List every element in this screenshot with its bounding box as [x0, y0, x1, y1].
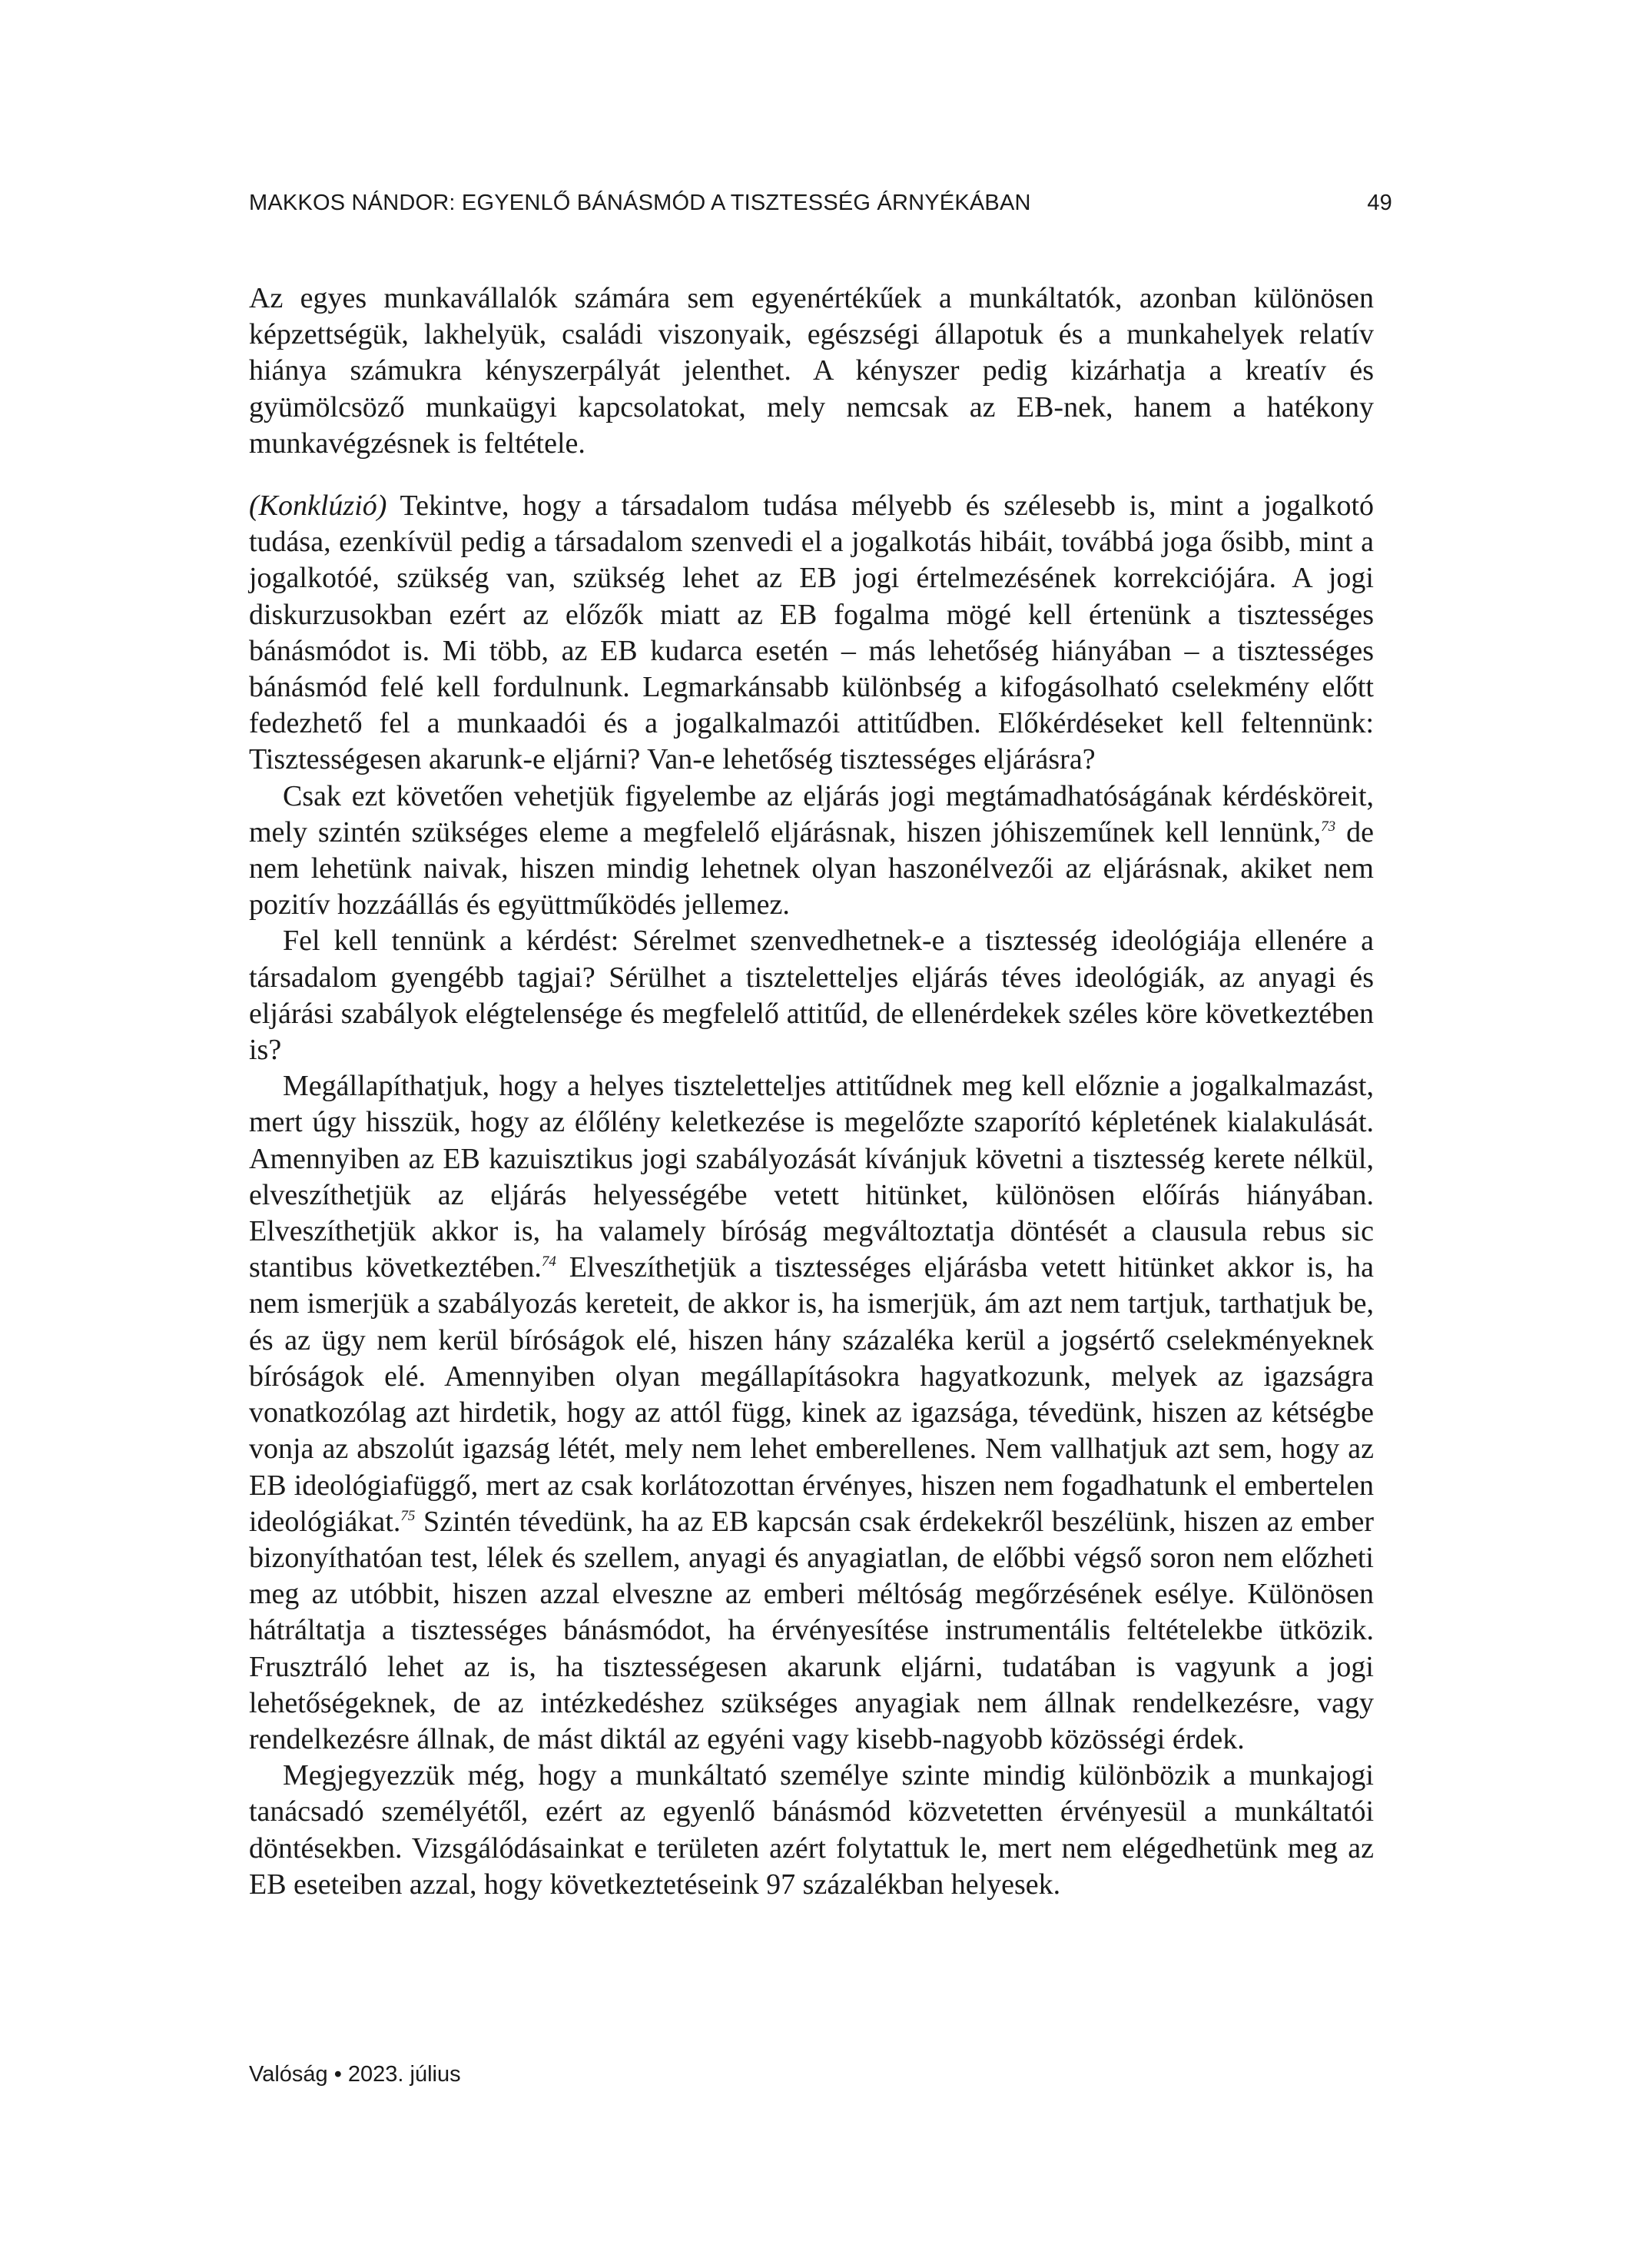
- paragraph-3: [249, 779, 1374, 924]
- running-footer: Valóság • 2023. július: [249, 2062, 461, 2087]
- footnote-ref-75[interactable]: 75: [400, 1507, 416, 1524]
- paragraph-conclusion: [249, 488, 1374, 779]
- paragraph-text: Megjegyezzük még, hogy a munkáltató személye szinte mindig különbözik a munkajogi tanácsadó személyétől, ezért az egyenlő bánásmód közvetetten érvényesül a munkáltatói döntésekben. Vizsgálódásainkat e területen azért folytattuk le, mert nem elégedhetünk meg az EB eseteiben azzal, hogy következtetéseink 97 százalékban helyesek.: [249, 1759, 1374, 1901]
- paragraph-5: [249, 1068, 1374, 1758]
- running-header: [249, 191, 1392, 221]
- section-lead-label: (Konklúzió): [249, 490, 387, 523]
- paragraph-6: [249, 1758, 1374, 1903]
- footnote-ref-73[interactable]: 73: [1321, 818, 1336, 835]
- paragraph-1: [249, 281, 1374, 462]
- paragraph-text: de nem lehetünk naivak, hiszen mindig lehetnek olyan haszonélvezői az eljárásnak, akiket nem pozitív hozzáállás és együttműködés jellemez.: [249, 815, 1374, 921]
- footnote-ref-74[interactable]: 74: [541, 1254, 556, 1270]
- paragraph-text: Csak ezt követően vehetjük figyelembe az eljárás jogi megtámadhatóságának kérdésköreit, mely szintén szükséges eleme a megfelelő eljárásnak, hiszen jóhiszeműnek kell lennünk,: [249, 779, 1374, 848]
- paragraph-4: [249, 923, 1374, 1068]
- paragraph-text: Fel kell tennünk a kérdést: Sérelmet szenvedhetnek-e a tisztesség ideológiája ellenére a társadalom gyengébb tagjai? Sérülhet a tiszteletteljes eljárás téves ideológiák, az anyagi és eljárási szabályok elégtelensége és megfelelő attitűd, de ellenérdekek széles köre következtében is?: [249, 925, 1374, 1067]
- paragraph-text: Az egyes munkavállalók számára sem egyenértékűek a munkáltatók, azonban különösen képzettségük, lakhelyük, családi viszonyaik, egészségi állapotuk és a munkahelyek relatív hiánya számukra kényszerpályát jelenthet. A kényszer pedig kizárhatja a kreatív és gyümölcsöző munkaügyi kapcsolatokat, mely nemcsak az EB-nek, hanem a hatékony munkavégzésnek is feltétele.: [249, 282, 1374, 460]
- running-title: MAKKOS NÁNDOR: EGYENLŐ BÁNÁSMÓD A TISZTESSÉG ÁRNYÉKÁBAN: [249, 191, 1031, 215]
- paragraph-text: Szintén tévedünk, ha az EB kapcsán csak érdekekről beszélünk, hiszen az ember bizonyíthatóan test, lélek és szellem, anyagi és anyagiatlan, de előbbi végső soron nem előzheti meg az utóbbit, hiszen azzal elveszne az emberi méltóság megőrzésének esélye. Különösen hátráltatja a tisztességes bánásmódot, ha érvényesítése instrumentális feltételekbe ütközik. Frusztráló lehet az is, ha tisztességesen akarunk eljárni, tudatában is vagyunk a jogi lehetőségeknek, de az intézkedéshez szükséges anyagiak nem állnak rendelkezésre, vagy rendelkezésre állnak, de mást diktál az egyéni vagy kisebb-nagyobb közösségi érdek.: [249, 1505, 1374, 1755]
- article-body: [249, 281, 1374, 1903]
- paragraph-text: Megállapíthatjuk, hogy a helyes tiszteletteljes attitűdnek meg kell előznie a jogalkalmazást, mert úgy hisszük, hogy az élőlény keletkezése is megelőzte szaporító képletének kialakulását. Amennyiben az EB kazuisztikus jogi szabályozását kívánjuk követni a tisztesség kerete nélkül, elveszíthetjük az eljárás helyességébe vetett hitünket, különösen előírás hiányában. Elveszíthetjük akkor is, ha valamely bíróság megváltoztatja döntését a clausula rebus sic stantibus következtében.: [249, 1070, 1374, 1284]
- paragraph-text: Elveszíthetjük a tisztességes eljárásba vetett hitünket akkor is, ha nem ismerjük a szabályozás kereteit, de akkor is, ha ismerjük, ám azt nem tartjuk, tarthatjuk be, és az ügy nem kerül bíróságok elé, hiszen hány százaléka kerül a jogsértő cselekményeknek bíróságok elé. Amennyiben olyan megállapításokra hagyatkozunk, melyek az igazságra vonatkozólag azt hirdetik, hogy az attól függ, kinek az igazsága, tévedünk, hiszen az kétségbe vonja az abszolút igazság létét, mely nem lehet emberellenes. Nem vallhatjuk azt sem, hogy az EB ideológiafüggő, mert az csak korlátozottan érvényes, hiszen nem fogadhatunk el embertelen ideológiákat.: [249, 1251, 1375, 1538]
- paragraph-text: Tekintve, hogy a társadalom tudása mélyebb és szélesebb is, mint a jogalkotó tudása, ezenkívül pedig a társadalom szenvedi el a jogalkotás hibáit, továbbá joga ősibb, mint a jogalkotóé, szükség van, szükség lehet az EB jogi értelmezésének korrekciójára. A jogi diskurzusokban ezért az előzők miatt az EB fogalma mögé kell értenünk a tisztességes bánásmódot is. Mi több, az EB kudarca esetén – más lehetőség hiányában – a tisztességes bánásmód felé kell fordulnunk. Legmarkánsabb különbség a kifogásolható cselekmény előtt fedezhető fel a munkaadói és a jogalkalmazói attitűdben. Előkérdéseket kell feltennünk: Tisztességesen akarunk-e eljárni? Van-e lehetőség tisztességes eljárásra?: [249, 490, 1374, 776]
- page-number: 49: [1367, 191, 1392, 215]
